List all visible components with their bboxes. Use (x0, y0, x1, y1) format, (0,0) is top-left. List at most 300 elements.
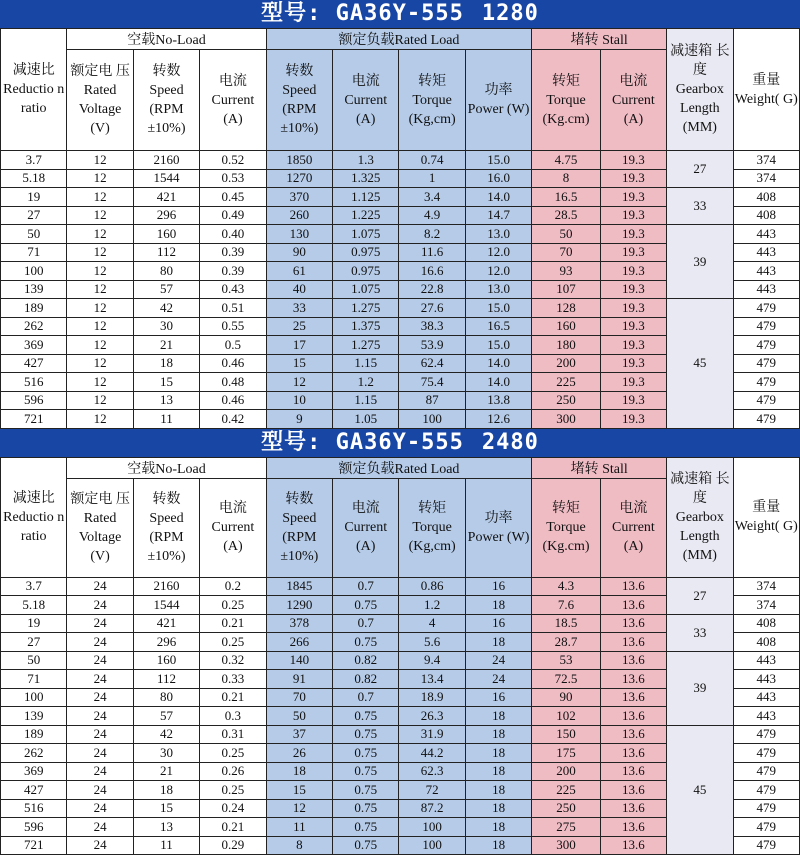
spec-table (0, 457, 800, 855)
stall-torque: 225 (532, 373, 600, 392)
rated-current: 1.3 (333, 151, 399, 170)
header-rated-torque: 转矩 Torque (Kg,cm) (399, 50, 465, 151)
rated-speed: 1290 (266, 596, 332, 615)
rated-torque: 72 (399, 781, 465, 800)
rated-voltage: 12 (67, 299, 133, 318)
noload-speed: 57 (133, 280, 199, 299)
stall-current: 19.3 (600, 262, 666, 281)
rated-current: 0.75 (333, 744, 399, 763)
rated-speed: 17 (266, 336, 332, 355)
rated-power: 16.0 (465, 169, 531, 188)
rated-speed: 91 (266, 670, 332, 689)
header-rated-current: 电流 Current (A) (333, 50, 399, 151)
rated-voltage: 12 (67, 391, 133, 410)
noload-current: 0.26 (200, 762, 266, 781)
noload-current: 0.31 (200, 725, 266, 744)
rated-power: 18 (465, 744, 531, 763)
stall-torque: 225 (532, 781, 600, 800)
rated-speed: 90 (266, 243, 332, 262)
rated-speed: 12 (266, 373, 332, 392)
noload-speed: 1544 (133, 169, 199, 188)
rated-torque: 11.6 (399, 243, 465, 262)
rated-torque: 4 (399, 614, 465, 633)
rated-power: 13.0 (465, 225, 531, 244)
header-rated-torque: 转矩 Torque (Kg,cm) (399, 478, 465, 577)
rated-current: 0.7 (333, 577, 399, 596)
rated-torque: 62.3 (399, 762, 465, 781)
stall-torque: 50 (532, 225, 600, 244)
rated-current: 0.82 (333, 651, 399, 670)
rated-current: 0.75 (333, 707, 399, 726)
header-noload-current: 电流 Current (A) (200, 478, 266, 577)
stall-current: 13.6 (600, 762, 666, 781)
stall-current: 19.3 (600, 169, 666, 188)
weight: 479 (733, 354, 799, 373)
gearbox-length: 27 (667, 577, 733, 614)
rated-speed: 12 (266, 799, 332, 818)
noload-current: 0.52 (200, 151, 266, 170)
reduction-ratio: 71 (1, 670, 67, 689)
rated-voltage: 12 (67, 151, 133, 170)
stall-current: 13.6 (600, 707, 666, 726)
noload-speed: 2160 (133, 151, 199, 170)
stall-torque: 160 (532, 317, 600, 336)
header-reduction: 减速比 Reductio n ratio (1, 457, 67, 577)
rated-voltage: 12 (67, 206, 133, 225)
weight: 479 (733, 781, 799, 800)
rated-voltage: 12 (67, 225, 133, 244)
rated-torque: 27.6 (399, 299, 465, 318)
weight: 408 (733, 188, 799, 207)
noload-speed: 18 (133, 781, 199, 800)
rated-current: 1.375 (333, 317, 399, 336)
weight: 443 (733, 707, 799, 726)
header-row (1, 29, 800, 50)
rated-current: 1.225 (333, 206, 399, 225)
rated-voltage: 12 (67, 336, 133, 355)
rated-torque: 75.4 (399, 373, 465, 392)
rated-torque: 100 (399, 410, 465, 429)
noload-speed: 112 (133, 670, 199, 689)
rated-speed: 15 (266, 354, 332, 373)
weight: 408 (733, 206, 799, 225)
header-voltage: 额定电 压Rated Voltage (V) (67, 478, 133, 577)
gearbox-length: 39 (667, 651, 733, 725)
rated-current: 0.82 (333, 670, 399, 689)
gearbox-length: 39 (667, 225, 733, 299)
noload-current: 0.25 (200, 744, 266, 763)
stall-current: 19.3 (600, 151, 666, 170)
header-rated-group: 额定负载Rated Load (266, 457, 532, 478)
reduction-ratio: 262 (1, 317, 67, 336)
rated-current: 1.2 (333, 373, 399, 392)
weight: 479 (733, 317, 799, 336)
stall-current: 19.3 (600, 373, 666, 392)
stall-current: 13.6 (600, 688, 666, 707)
header-stall-group: 堵转 Stall (532, 457, 667, 478)
model-title (0, 0, 800, 28)
rated-torque: 18.9 (399, 688, 465, 707)
reduction-ratio: 427 (1, 781, 67, 800)
rated-power: 12.0 (465, 262, 531, 281)
rated-speed: 26 (266, 744, 332, 763)
stall-torque: 28.5 (532, 206, 600, 225)
noload-current: 0.3 (200, 707, 266, 726)
rated-power: 18 (465, 762, 531, 781)
rated-torque: 62.4 (399, 354, 465, 373)
reduction-ratio: 3.7 (1, 151, 67, 170)
stall-torque: 28.7 (532, 633, 600, 652)
rated-voltage: 24 (67, 725, 133, 744)
rated-current: 0.75 (333, 818, 399, 837)
rated-voltage: 12 (67, 373, 133, 392)
noload-speed: 42 (133, 725, 199, 744)
weight: 479 (733, 725, 799, 744)
rated-current: 0.75 (333, 633, 399, 652)
header-rated-speed: 转数 Speed (RPM ±10%) (266, 478, 332, 577)
header-rated-current: 电流 Current (A) (333, 478, 399, 577)
noload-speed: 80 (133, 262, 199, 281)
rated-speed: 61 (266, 262, 332, 281)
noload-current: 0.2 (200, 577, 266, 596)
rated-speed: 1270 (266, 169, 332, 188)
stall-torque: 72.5 (532, 670, 600, 689)
reduction-ratio: 262 (1, 744, 67, 763)
rated-speed: 8 (266, 836, 332, 855)
rated-voltage: 24 (67, 670, 133, 689)
stall-current: 19.3 (600, 336, 666, 355)
stall-torque: 107 (532, 280, 600, 299)
rated-power: 14.0 (465, 188, 531, 207)
stall-current: 19.3 (600, 391, 666, 410)
noload-speed: 42 (133, 299, 199, 318)
stall-torque: 90 (532, 688, 600, 707)
model-name: 型号: GA36Y-555 (261, 430, 464, 455)
rated-torque: 0.86 (399, 577, 465, 596)
rated-speed: 15 (266, 781, 332, 800)
reduction-ratio: 189 (1, 299, 67, 318)
rated-voltage: 24 (67, 688, 133, 707)
gearbox-length: 45 (667, 299, 733, 429)
rated-power: 12.0 (465, 243, 531, 262)
noload-speed: 15 (133, 373, 199, 392)
rated-power: 18 (465, 596, 531, 615)
rated-current: 0.75 (333, 596, 399, 615)
rated-torque: 38.3 (399, 317, 465, 336)
noload-current: 0.46 (200, 391, 266, 410)
rated-current: 0.75 (333, 725, 399, 744)
model-number: 2480 (482, 430, 539, 455)
noload-current: 0.42 (200, 410, 266, 429)
weight: 479 (733, 391, 799, 410)
noload-current: 0.49 (200, 206, 266, 225)
rated-power: 24 (465, 651, 531, 670)
rated-voltage: 24 (67, 633, 133, 652)
rated-power: 24 (465, 670, 531, 689)
rated-power: 16.5 (465, 317, 531, 336)
stall-current: 13.6 (600, 651, 666, 670)
header-noload-group: 空载No-Load (67, 29, 266, 50)
noload-speed: 15 (133, 799, 199, 818)
stall-torque: 4.75 (532, 151, 600, 170)
reduction-ratio: 100 (1, 262, 67, 281)
stall-torque: 250 (532, 799, 600, 818)
stall-current: 13.6 (600, 596, 666, 615)
rated-power: 14.7 (465, 206, 531, 225)
rated-power: 12.6 (465, 410, 531, 429)
reduction-ratio: 5.18 (1, 169, 67, 188)
rated-current: 0.975 (333, 243, 399, 262)
noload-speed: 296 (133, 206, 199, 225)
noload-speed: 160 (133, 651, 199, 670)
rated-power: 16 (465, 688, 531, 707)
rated-speed: 11 (266, 818, 332, 837)
reduction-ratio: 189 (1, 725, 67, 744)
header-rated-speed: 转数 Speed (RPM ±10%) (266, 50, 332, 151)
noload-speed: 21 (133, 336, 199, 355)
gearbox-length: 33 (667, 188, 733, 225)
noload-speed: 21 (133, 762, 199, 781)
stall-current: 19.3 (600, 299, 666, 318)
rated-voltage: 12 (67, 169, 133, 188)
noload-current: 0.39 (200, 262, 266, 281)
noload-current: 0.33 (200, 670, 266, 689)
rated-current: 1.075 (333, 280, 399, 299)
header-stall-torque: 转矩 Torque (Kg.cm) (532, 478, 600, 577)
rated-torque: 22.8 (399, 280, 465, 299)
header-row (1, 457, 800, 478)
weight: 443 (733, 262, 799, 281)
stall-current: 19.3 (600, 317, 666, 336)
reduction-ratio: 369 (1, 336, 67, 355)
weight: 443 (733, 651, 799, 670)
stall-current: 13.6 (600, 799, 666, 818)
reduction-ratio: 5.18 (1, 596, 67, 615)
reduction-ratio: 50 (1, 225, 67, 244)
header-reduction: 减速比 Reductio n ratio (1, 29, 67, 151)
header-rated-group: 额定负载Rated Load (266, 29, 532, 50)
reduction-ratio: 139 (1, 707, 67, 726)
rated-power: 18 (465, 799, 531, 818)
rated-torque: 1 (399, 169, 465, 188)
rated-torque: 13.4 (399, 670, 465, 689)
rated-power: 18 (465, 781, 531, 800)
noload-speed: 11 (133, 836, 199, 855)
weight: 443 (733, 670, 799, 689)
header-stall-current: 电流 Current (A) (600, 50, 666, 151)
stall-torque: 180 (532, 336, 600, 355)
stall-torque: 102 (532, 707, 600, 726)
rated-voltage: 24 (67, 781, 133, 800)
rated-power: 14.0 (465, 354, 531, 373)
reduction-ratio: 71 (1, 243, 67, 262)
noload-current: 0.21 (200, 818, 266, 837)
rated-speed: 370 (266, 188, 332, 207)
rated-voltage: 24 (67, 577, 133, 596)
rated-torque: 4.9 (399, 206, 465, 225)
weight: 374 (733, 151, 799, 170)
header-noload-speed: 转数 Speed (RPM ±10%) (133, 478, 199, 577)
table-row (1, 151, 800, 170)
rated-speed: 37 (266, 725, 332, 744)
rated-speed: 140 (266, 651, 332, 670)
rated-current: 0.975 (333, 262, 399, 281)
weight: 374 (733, 577, 799, 596)
stall-current: 13.6 (600, 633, 666, 652)
stall-current: 13.6 (600, 744, 666, 763)
rated-speed: 378 (266, 614, 332, 633)
header-rated-power: 功率 Power (W) (465, 50, 531, 151)
rated-speed: 10 (266, 391, 332, 410)
reduction-ratio: 596 (1, 818, 67, 837)
weight: 479 (733, 299, 799, 318)
table-row (1, 614, 800, 633)
model-title (0, 429, 800, 457)
stall-current: 13.6 (600, 614, 666, 633)
stall-current: 13.6 (600, 725, 666, 744)
noload-current: 0.46 (200, 354, 266, 373)
rated-voltage: 12 (67, 354, 133, 373)
rated-torque: 100 (399, 836, 465, 855)
stall-current: 19.3 (600, 354, 666, 373)
noload-speed: 160 (133, 225, 199, 244)
table-row (1, 725, 800, 744)
stall-torque: 250 (532, 391, 600, 410)
rated-voltage: 12 (67, 188, 133, 207)
reduction-ratio: 50 (1, 651, 67, 670)
stall-torque: 300 (532, 836, 600, 855)
rated-torque: 87.2 (399, 799, 465, 818)
noload-current: 0.21 (200, 614, 266, 633)
rated-voltage: 24 (67, 707, 133, 726)
rated-current: 0.75 (333, 799, 399, 818)
stall-current: 19.3 (600, 243, 666, 262)
rated-current: 1.325 (333, 169, 399, 188)
stall-torque: 70 (532, 243, 600, 262)
rated-speed: 130 (266, 225, 332, 244)
noload-speed: 18 (133, 354, 199, 373)
noload-current: 0.32 (200, 651, 266, 670)
stall-current: 13.6 (600, 577, 666, 596)
rated-current: 0.75 (333, 781, 399, 800)
weight: 443 (733, 688, 799, 707)
rated-speed: 25 (266, 317, 332, 336)
noload-current: 0.45 (200, 188, 266, 207)
stall-current: 19.3 (600, 188, 666, 207)
rated-torque: 26.3 (399, 707, 465, 726)
noload-speed: 13 (133, 818, 199, 837)
reduction-ratio: 427 (1, 354, 67, 373)
weight: 443 (733, 225, 799, 244)
rated-current: 1.15 (333, 354, 399, 373)
rated-power: 18 (465, 707, 531, 726)
rated-torque: 53.9 (399, 336, 465, 355)
rated-speed: 266 (266, 633, 332, 652)
weight: 479 (733, 744, 799, 763)
stall-torque: 128 (532, 299, 600, 318)
stall-torque: 7.6 (532, 596, 600, 615)
rated-current: 1.275 (333, 336, 399, 355)
rated-power: 15.0 (465, 336, 531, 355)
reduction-ratio: 27 (1, 206, 67, 225)
noload-current: 0.25 (200, 596, 266, 615)
reduction-ratio: 19 (1, 188, 67, 207)
header-stall-current: 电流 Current (A) (600, 478, 666, 577)
rated-power: 18 (465, 836, 531, 855)
stall-torque: 18.5 (532, 614, 600, 633)
stall-current: 19.3 (600, 410, 666, 429)
rated-speed: 260 (266, 206, 332, 225)
spec-table (0, 28, 800, 429)
noload-speed: 30 (133, 317, 199, 336)
rated-speed: 18 (266, 762, 332, 781)
rated-voltage: 24 (67, 744, 133, 763)
stall-torque: 175 (532, 744, 600, 763)
stall-current: 13.6 (600, 781, 666, 800)
noload-current: 0.48 (200, 373, 266, 392)
rated-voltage: 24 (67, 651, 133, 670)
stall-torque: 200 (532, 354, 600, 373)
stall-torque: 53 (532, 651, 600, 670)
rated-torque: 87 (399, 391, 465, 410)
rated-speed: 40 (266, 280, 332, 299)
stall-current: 13.6 (600, 670, 666, 689)
rated-torque: 8.2 (399, 225, 465, 244)
weight: 479 (733, 836, 799, 855)
noload-speed: 296 (133, 633, 199, 652)
rated-current: 0.75 (333, 762, 399, 781)
rated-voltage: 24 (67, 799, 133, 818)
rated-power: 16 (465, 577, 531, 596)
stall-torque: 275 (532, 818, 600, 837)
reduction-ratio: 516 (1, 799, 67, 818)
noload-current: 0.51 (200, 299, 266, 318)
header-weight: 重量 Weight( G) (733, 457, 799, 577)
weight: 479 (733, 373, 799, 392)
table-row (1, 225, 800, 244)
weight: 443 (733, 280, 799, 299)
reduction-ratio: 369 (1, 762, 67, 781)
header-voltage: 额定电 压Rated Voltage (V) (67, 50, 133, 151)
rated-power: 14.0 (465, 373, 531, 392)
weight: 374 (733, 596, 799, 615)
header-gearbox-length: 减速箱 长度 Gearbox Length (MM) (667, 29, 733, 151)
noload-speed: 13 (133, 391, 199, 410)
rated-voltage: 12 (67, 243, 133, 262)
rated-speed: 1850 (266, 151, 332, 170)
gearbox-length: 45 (667, 725, 733, 855)
noload-speed: 80 (133, 688, 199, 707)
weight: 408 (733, 614, 799, 633)
rated-power: 18 (465, 818, 531, 837)
reduction-ratio: 721 (1, 836, 67, 855)
rated-torque: 31.9 (399, 725, 465, 744)
reduction-ratio: 721 (1, 410, 67, 429)
header-noload-current: 电流 Current (A) (200, 50, 266, 151)
header-rated-power: 功率 Power (W) (465, 478, 531, 577)
noload-current: 0.53 (200, 169, 266, 188)
reduction-ratio: 3.7 (1, 577, 67, 596)
noload-speed: 30 (133, 744, 199, 763)
noload-speed: 112 (133, 243, 199, 262)
stall-torque: 16.5 (532, 188, 600, 207)
rated-voltage: 24 (67, 762, 133, 781)
rated-voltage: 12 (67, 410, 133, 429)
noload-current: 0.29 (200, 836, 266, 855)
rated-current: 1.15 (333, 391, 399, 410)
noload-speed: 2160 (133, 577, 199, 596)
noload-speed: 11 (133, 410, 199, 429)
